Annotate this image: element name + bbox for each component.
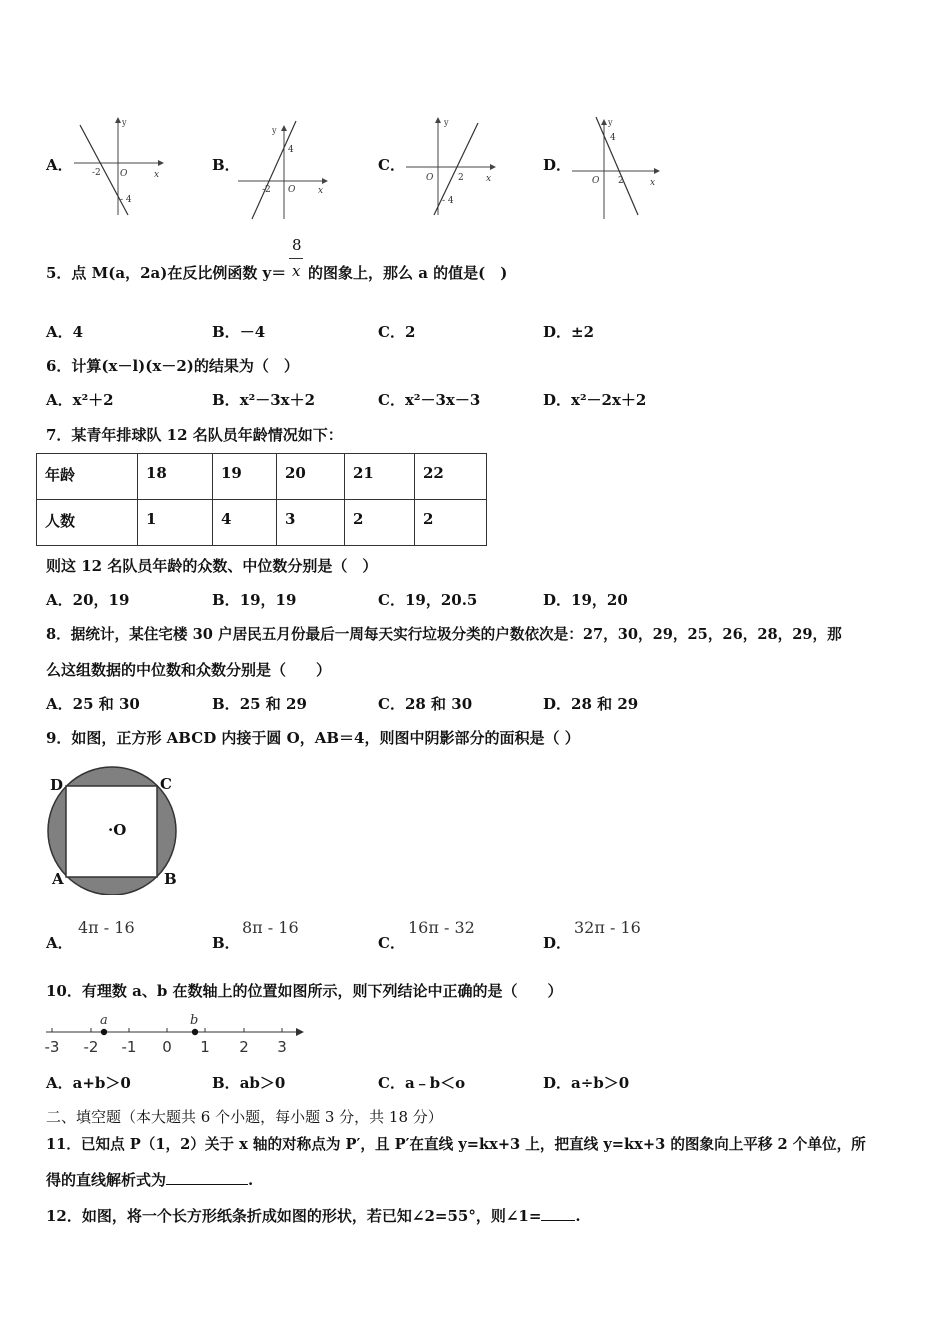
table-cell: 1 bbox=[138, 500, 213, 546]
svg-text:y: y bbox=[122, 118, 127, 127]
q6-stem: 6．计算(x－l)(x－2)的结果为（ ） bbox=[46, 357, 299, 375]
q4-option-b-label: B． bbox=[212, 156, 240, 174]
svg-text:x: x bbox=[486, 174, 492, 184]
q5-option-a: A．4 bbox=[46, 323, 84, 341]
q7-stem: 7．某青年排球队 12 名队员年龄情况如下： bbox=[46, 426, 343, 444]
q9-option-a-label: A． bbox=[46, 934, 73, 952]
q8-stem-line1: 8．据统计，某住宅楼 30 户居民五月份最后一周每天实行垃圾分类的户数依次是：27，30，29，25，26，28，29，那 bbox=[46, 626, 842, 643]
svg-text:-3: -3 bbox=[44, 1038, 60, 1056]
section-title-fill-in: 二、填空题（本大题共 6 个小题，每小题 3 分，共 18 分） bbox=[46, 1108, 443, 1126]
q4-graph-d bbox=[568, 115, 668, 220]
table-cell: 20 bbox=[277, 454, 345, 500]
svg-text:-2: -2 bbox=[83, 1038, 99, 1056]
q9-option-c-expr: 16π - 32 bbox=[408, 918, 475, 937]
svg-text:a: a bbox=[100, 1013, 108, 1028]
q9-option-d-label: D． bbox=[543, 934, 572, 952]
q6-option-b: B．x²－3x＋2 bbox=[212, 391, 316, 409]
q9-option-b-expr: 8π - 16 bbox=[242, 918, 299, 937]
svg-text:A: A bbox=[52, 870, 64, 888]
q7-option-d: D．19，20 bbox=[543, 591, 628, 609]
q9-option-c-label: C． bbox=[378, 934, 405, 952]
q11-stem-line1: 11．已知点 P（1，2）关于 x 轴的对称点为 P′，且 P′在直线 y=kx+3 上，把直线 y=kx+3 的图象向上平移 2 个单位，所 bbox=[46, 1136, 866, 1153]
q10-point-a bbox=[101, 1029, 107, 1035]
q8-option-a: A．25 和 30 bbox=[46, 695, 140, 713]
q5-option-b: B．－4 bbox=[212, 323, 266, 341]
svg-text:-2: -2 bbox=[262, 185, 271, 195]
table-row bbox=[37, 454, 487, 500]
q12-stem: 12．如图，将一个长方形纸条折成如图的形状，若已知∠2=55°，则∠1= . bbox=[46, 1207, 581, 1225]
q4-graph-a bbox=[70, 115, 170, 220]
table-cell: 人数 bbox=[37, 500, 138, 546]
q6-option-d: D．x²－2x＋2 bbox=[543, 391, 647, 409]
svg-text:B: B bbox=[164, 870, 177, 888]
svg-text:2: 2 bbox=[618, 176, 624, 186]
svg-text:C: C bbox=[160, 775, 172, 793]
table-cell: 18 bbox=[138, 454, 213, 500]
q9-figure bbox=[40, 765, 190, 895]
svg-text:-2: -2 bbox=[92, 168, 101, 178]
svg-text:O: O bbox=[288, 185, 296, 195]
q6-option-c: C．x²－3x－3 bbox=[378, 391, 481, 409]
svg-text:4: 4 bbox=[288, 145, 294, 155]
svg-text:b: b bbox=[190, 1013, 199, 1028]
table-cell: 19 bbox=[213, 454, 277, 500]
table-cell: 22 bbox=[415, 454, 487, 500]
q10-option-b: B．ab＞0 bbox=[212, 1074, 286, 1092]
q9-stem: 9．如图，正方形 ABCD 内接于圆 O，AB＝4，则图中阴影部分的面积是（ ） bbox=[46, 729, 580, 747]
q7-option-a: A．20，19 bbox=[46, 591, 130, 609]
svg-text:O: O bbox=[426, 173, 434, 183]
svg-text:-1: -1 bbox=[121, 1038, 137, 1056]
q5-stem-prefix: 5．点 M(a，2a)在反比例函数 y＝ bbox=[46, 264, 287, 282]
svg-text:3: 3 bbox=[277, 1038, 287, 1056]
svg-text:4: 4 bbox=[610, 133, 616, 143]
q4-graph-b bbox=[236, 115, 336, 220]
svg-text:- 4: - 4 bbox=[120, 195, 132, 205]
svg-text:O: O bbox=[120, 169, 128, 179]
q10-stem: 10．有理数 a、b 在数轴上的位置如图所示，则下列结论中正确的是（ ） bbox=[46, 982, 563, 1000]
svg-text:y: y bbox=[272, 126, 277, 135]
svg-text:0: 0 bbox=[162, 1038, 172, 1056]
q4-graph-c bbox=[402, 115, 502, 220]
q6-option-a: A．x²＋2 bbox=[46, 391, 114, 409]
svg-text:- 4: - 4 bbox=[442, 196, 454, 206]
q7-option-b: B．19，19 bbox=[212, 591, 297, 609]
svg-text:x: x bbox=[650, 178, 656, 188]
svg-text:y: y bbox=[608, 118, 613, 127]
q5-stem-suffix: 的图象上，那么 a 的值是( ) bbox=[308, 264, 508, 282]
svg-text:x: x bbox=[318, 186, 324, 196]
q4-option-a-label: A． bbox=[46, 156, 73, 174]
q5-option-c: C．2 bbox=[378, 323, 416, 341]
svg-text:D: D bbox=[50, 776, 64, 794]
svg-text:1: 1 bbox=[200, 1038, 210, 1056]
q11-answer-blank[interactable] bbox=[166, 1184, 248, 1185]
svg-text:2: 2 bbox=[458, 173, 464, 183]
table-cell: 4 bbox=[213, 500, 277, 546]
q9-option-b-label: B． bbox=[212, 934, 240, 952]
q4-option-d-label: D． bbox=[543, 156, 572, 174]
q8-option-d: D．28 和 29 bbox=[543, 695, 639, 713]
q5-frac-bar bbox=[289, 258, 303, 259]
q10-option-d: D．a÷b＞0 bbox=[543, 1074, 630, 1092]
q10-option-c: C．a﹣b＜o bbox=[378, 1074, 466, 1092]
table-cell: 2 bbox=[415, 500, 487, 546]
svg-text:x: x bbox=[154, 170, 160, 180]
table-cell: 3 bbox=[277, 500, 345, 546]
q7-option-c: C．19，20.5 bbox=[378, 591, 478, 609]
table-cell: 2 bbox=[345, 500, 415, 546]
q10-point-b bbox=[192, 1029, 198, 1035]
table-row bbox=[37, 500, 487, 546]
q12-answer-blank[interactable] bbox=[541, 1220, 575, 1221]
svg-text:·O: ·O bbox=[108, 821, 127, 839]
svg-text:y: y bbox=[444, 118, 449, 127]
q8-option-b: B．25 和 29 bbox=[212, 695, 307, 713]
q5-option-d: D．±2 bbox=[543, 323, 595, 341]
table-cell: 21 bbox=[345, 454, 415, 500]
q8-option-c: C．28 和 30 bbox=[378, 695, 473, 713]
q11-stem-line2: 得的直线解析式为 . bbox=[46, 1171, 254, 1189]
q9-option-a-expr: 4π - 16 bbox=[78, 918, 135, 937]
svg-text:O: O bbox=[592, 176, 600, 186]
svg-text:2: 2 bbox=[239, 1038, 249, 1056]
q5-frac-denominator: x bbox=[292, 262, 301, 280]
table-cell: 年龄 bbox=[37, 454, 138, 500]
q5-frac-numerator: 8 bbox=[292, 236, 302, 254]
q8-stem-line2: 么这组数据的中位数和众数分别是（ ） bbox=[46, 661, 332, 679]
q10-number-line bbox=[40, 1010, 310, 1058]
q9-option-d-expr: 32π - 16 bbox=[574, 918, 641, 937]
q10-option-a: A．a+b＞0 bbox=[46, 1074, 131, 1092]
q7-question: 则这 12 名队员年龄的众数、中位数分别是（ ） bbox=[46, 557, 378, 575]
q7-age-table bbox=[36, 453, 487, 546]
q4-option-c-label: C． bbox=[378, 156, 405, 174]
